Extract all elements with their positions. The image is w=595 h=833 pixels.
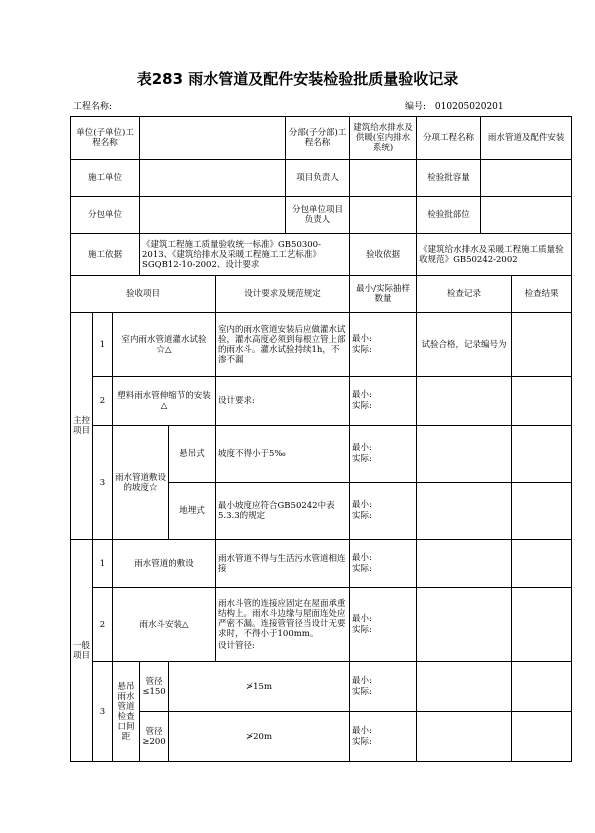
check-record[interactable]	[417, 483, 512, 540]
contractor-label: 施工单位	[71, 160, 140, 197]
batch-capacity-value[interactable]	[481, 160, 572, 197]
main-section-label: 主控项目	[71, 313, 93, 540]
subunit-name-label: 分部(子分部)工程名称	[286, 117, 350, 160]
actual-label: 实际:	[352, 563, 372, 574]
check-record[interactable]	[417, 662, 512, 712]
actual-label: 实际:	[352, 454, 372, 464]
row-no: 3	[93, 426, 113, 540]
min-actual[interactable]	[350, 540, 417, 588]
table-row	[71, 662, 572, 712]
project-name-label: 工程名称:	[73, 102, 113, 112]
min-label: 最小:	[352, 675, 372, 686]
item-name: 雨水斗安装△	[113, 588, 216, 662]
item-name-value: 雨水管道及配件安装	[481, 117, 572, 160]
subunit-name-value: 建筑给水排水及供暖(室内排水系统)	[350, 117, 417, 160]
batch-capacity-label: 检验批容量	[417, 160, 481, 197]
basis-label: 施工依据	[71, 234, 140, 276]
min-actual[interactable]	[350, 588, 417, 662]
unit-name-label: 单位(子单位)工程名称	[71, 117, 140, 160]
table-row	[71, 588, 572, 662]
col-min-sample: 最小/实际抽样数量	[350, 276, 417, 313]
min-label: 最小:	[352, 552, 372, 563]
sub-pm-value[interactable]	[350, 197, 417, 234]
page-title: 表283 雨水管道及配件安装检验批质量验收记录	[136, 70, 459, 88]
subcontractor-label: 分包单位	[71, 197, 140, 234]
check-record[interactable]	[417, 377, 512, 426]
unit-name-value[interactable]	[140, 117, 286, 160]
design-requirement	[216, 588, 350, 662]
col-item: 验收项目	[71, 276, 216, 313]
actual-label: 实际:	[352, 401, 372, 411]
min-label: 最小:	[352, 613, 372, 624]
table-row	[71, 540, 572, 588]
min-label: 最小:	[352, 333, 372, 344]
serial-number	[405, 99, 504, 112]
batch-part-label: 检验批部位	[417, 197, 481, 234]
min-actual[interactable]	[350, 483, 417, 540]
actual-label: 实际:	[352, 686, 372, 697]
item-name-label: 分项工程名称	[417, 117, 481, 160]
min-label: 最小:	[352, 443, 372, 453]
check-result[interactable]	[512, 540, 572, 588]
item-name: 塑料雨水管伸缩节的安装△	[113, 377, 216, 426]
min-label: 最小:	[352, 500, 372, 510]
min-label: 最小:	[352, 725, 372, 736]
table-row	[71, 313, 572, 377]
sub-item-name: 管径≤150	[140, 662, 169, 712]
check-result[interactable]	[512, 712, 572, 762]
check-result[interactable]	[512, 483, 572, 540]
col-record: 检查记录	[417, 276, 512, 313]
row-no: 1	[93, 313, 113, 377]
actual-label: 实际:	[352, 511, 372, 521]
min-actual[interactable]	[350, 662, 417, 712]
table-row	[71, 426, 572, 483]
table-row	[71, 712, 572, 762]
min-actual[interactable]	[350, 313, 417, 377]
sub-item-name: 地埋式	[169, 483, 216, 540]
design-requirement: 雨水管道不得与生活污水管道相连接	[216, 540, 350, 588]
basis-value: 《建筑工程施工质量验收统一标准》GB50300-2013、《建筑给排水及采暖工程施工工艺标准》SGQB12-10-2002、设计要求	[140, 234, 350, 276]
check-result[interactable]	[512, 588, 572, 662]
design-text: 雨水斗管的连接应固定在屋面承重结构上。雨水斗边缘与屋面连处应严密不漏。连接管管径当设计无要求时，不得小于100mm。	[218, 598, 346, 639]
check-result[interactable]	[512, 377, 572, 426]
batch-part-value[interactable]	[481, 197, 572, 234]
check-result[interactable]	[512, 662, 572, 712]
design-requirement: 室内的雨水管道安装后应做灌水试验，灌水高度必须到每根立管上部的雨水斗。灌水试验持续1h，不渗不漏	[216, 313, 350, 377]
row-no: 3	[93, 662, 113, 762]
col-result: 检查结果	[512, 276, 572, 313]
acceptance-basis-value: 《建筑给水排水及采暖工程施工质量验收规范》GB50242-2002	[417, 234, 572, 276]
subcontractor-value[interactable]	[140, 197, 286, 234]
row-no: 2	[93, 377, 113, 426]
pm-label: 项目负责人	[286, 160, 350, 197]
general-section-label: 一般项目	[71, 540, 93, 762]
sub-item-name: 悬吊式	[169, 426, 216, 483]
actual-label: 实际:	[352, 624, 372, 635]
inspection-record-table	[70, 116, 572, 762]
min-actual[interactable]	[350, 377, 417, 426]
check-record[interactable]	[417, 712, 512, 762]
acceptance-basis-label: 验收依据	[350, 234, 417, 276]
min-actual[interactable]	[350, 426, 417, 483]
design-requirement: 设计要求:	[216, 377, 350, 426]
pm-value[interactable]	[350, 160, 417, 197]
design-pipe-label: 设计管径:	[218, 640, 255, 651]
design-requirement: 坡度不得小于5‰	[216, 426, 350, 483]
check-record[interactable]	[417, 426, 512, 483]
table-row	[71, 377, 572, 426]
contractor-value[interactable]	[140, 160, 286, 197]
sub-pm-label: 分包单位项目负责人	[286, 197, 350, 234]
item-name: 雨水管道敷设的坡度☆	[113, 426, 169, 540]
design-requirement: ≯20m	[169, 712, 350, 762]
min-label: 最小:	[352, 390, 372, 400]
check-record[interactable]: 试验合格，记录编号为	[417, 313, 512, 377]
check-record[interactable]	[417, 540, 512, 588]
design-requirement: ≯15m	[169, 662, 350, 712]
sub-item-name: 管径≥200	[140, 712, 169, 762]
item-name: 室内雨水管道灌水试验☆△	[113, 313, 216, 377]
actual-label: 实际:	[352, 736, 372, 747]
min-actual[interactable]	[350, 712, 417, 762]
item-name: 雨水管道的敷设	[113, 540, 216, 588]
row-no: 1	[93, 540, 113, 588]
actual-label: 实际:	[352, 344, 372, 355]
row-no: 2	[93, 588, 113, 662]
design-requirement: 最小坡度应符合GB50242中表5.3.3的规定	[216, 483, 350, 540]
check-result[interactable]	[512, 426, 572, 483]
check-record[interactable]	[417, 588, 512, 662]
serial-value: 010205020201	[434, 102, 504, 112]
item-name: 悬吊雨水管道检查口间距	[113, 662, 140, 762]
check-result[interactable]	[512, 313, 572, 377]
col-design: 设计要求及规范规定	[216, 276, 350, 313]
serial-label: 编号:	[405, 102, 427, 112]
